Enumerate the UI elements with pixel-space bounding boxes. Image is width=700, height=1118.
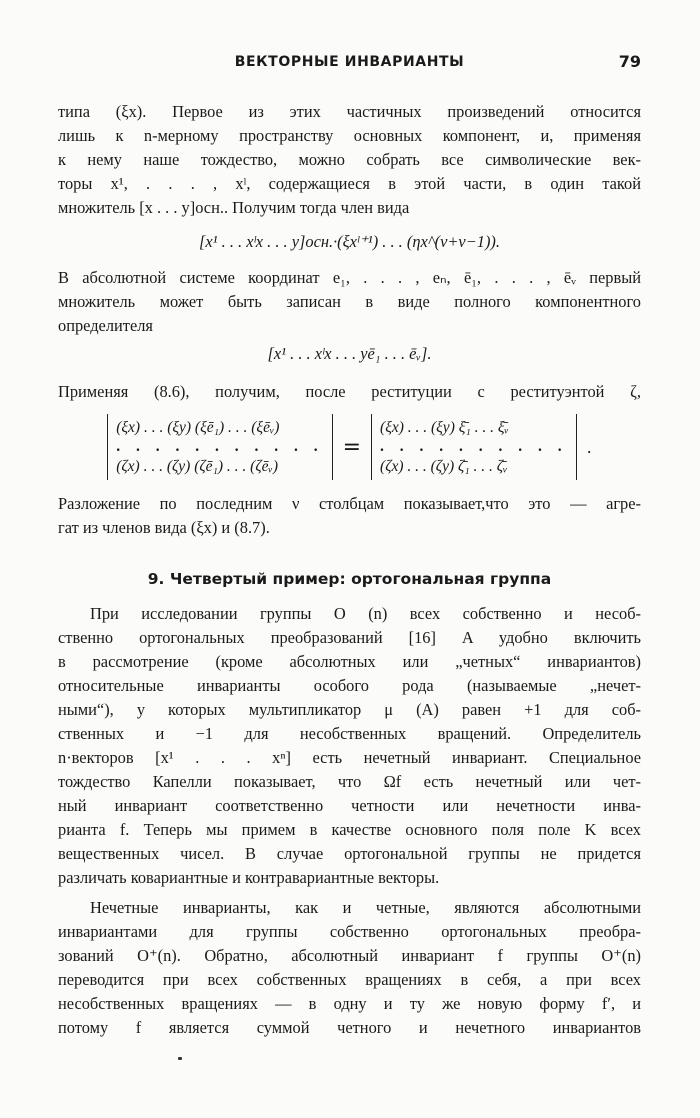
text-line: ственных и −1 для несобственных вращений. Определитель xyxy=(58,724,641,743)
det-left-row-1: (ξx) . . . (ξy) (ξē₁) . . . (ξēᵥ) xyxy=(116,419,280,436)
text-line: к нему наше тождество, можно собрать все символические век- xyxy=(58,150,641,169)
paragraph-1 xyxy=(58,100,641,220)
page-body xyxy=(58,100,641,1040)
page-number: 79 xyxy=(618,52,641,71)
text-line: в рассмотрение (кроме абсолютных или „четных“ инвариантов) xyxy=(58,652,641,671)
text-line: зований O⁺(n). Обратно, абсолютный инвариант f группы O⁺(n) xyxy=(58,946,641,965)
text-line: типа (ξx). Первое из этих частичных произведений относится xyxy=(58,102,641,121)
text-line: определителя xyxy=(58,316,153,335)
text-line: лишь к n-мерному пространству основных компонент, и, применяя xyxy=(58,126,641,145)
text-line: Разложение по последним ν столбцам показывает,что это — агре- xyxy=(58,494,641,513)
text-line: вещественных чисел. В случае ортогональной группы не придется xyxy=(58,844,641,863)
paragraph-2 xyxy=(58,266,641,338)
text-line: Нечетные инварианты, как и четные, являются абсолютными xyxy=(90,898,641,917)
equals-sign: = xyxy=(342,434,362,460)
text-line: ственно ортогональных преобразований [16] A удобно включить xyxy=(58,628,641,647)
paragraph-3: Применяя (8.6), получим, после реституции с реституэнтой ζ, xyxy=(58,382,641,401)
text-line: различать ковариантные и контравариантные векторы. xyxy=(58,868,440,887)
formula-2: [x¹ . . . xˡx . . . yē₁ . . . ēᵥ]. xyxy=(267,344,432,363)
text-line: инвариантами для группы собственно ортогональных преобра- xyxy=(58,922,641,941)
text-line: несобственных вращениях — в одну и ту же новую форму f′, и xyxy=(58,994,641,1013)
text-line: рианта f. Теперь мы примем в качестве основного поля поле K всех xyxy=(58,820,641,839)
determinant-equation xyxy=(58,414,641,480)
text-line: При исследовании группы O (n) всех собственно и несоб- xyxy=(90,604,641,623)
det-right-row-1: (ξx) . . . (ξy) ξ̄₁ . . . ξ̄ᵥ xyxy=(380,419,509,436)
det-left-row-3: (ζx) . . . (ζy) (ζē₁) . . . (ζēᵥ) xyxy=(116,458,278,475)
text-line: гат из членов вида (ξx) и (8.7). xyxy=(58,518,270,537)
formula-1: [x¹ . . . xˡx . . . y]осн.·(ξxˡ⁺¹) . . . (ηx^(ν+ν−1)). xyxy=(199,232,500,251)
text-line: множитель может быть записан в виде полного компонентного xyxy=(58,292,641,311)
text-line: переводится при всех собственных вращениях в себя, а при всех xyxy=(58,970,641,989)
det-right-row-2: . . . . . . . . . . xyxy=(380,438,568,455)
paragraph-4 xyxy=(58,492,641,540)
det-left-row-2: . . . . . . . . . . . xyxy=(116,438,324,455)
text-line: ный инвариант соответственно четности или нечетности инва- xyxy=(58,796,641,815)
paragraph-6 xyxy=(58,896,641,1040)
text-line: В абсолютной системе координат e₁, . . . , eₙ, ē₁, . . . , ēᵥ первый xyxy=(58,268,641,287)
det-end-period: . xyxy=(586,437,592,457)
running-title: ВЕКТОРНЫЕ ИНВАРИАНТЫ xyxy=(234,54,465,70)
text-line: потому f является суммой четного и нечетного инвариантов xyxy=(58,1018,641,1037)
determinant-left xyxy=(107,414,332,480)
text-line: ными“), у которых мультипликатор μ (A) равен +1 для соб- xyxy=(58,700,641,719)
text-line: торы x¹, . . . , xˡ, содержащиеся в этой части, в один такой xyxy=(58,174,641,193)
determinant-right xyxy=(371,414,577,480)
text-line: тождество Капелли показывает, что Ωf есть нечетный или чет- xyxy=(58,772,641,791)
text-line: множитель [x . . . y]осн.. Получим тогда член вида xyxy=(58,198,410,217)
text-line: относительные инварианты особого рода (называемые „нечет- xyxy=(58,676,641,695)
print-speck xyxy=(178,1057,182,1060)
text-line: n·векторов [x¹ . . . xⁿ] есть нечетный инвариант. Специальное xyxy=(58,748,641,767)
page-header xyxy=(58,52,641,80)
det-right-row-3: (ζx) . . . (ζy) ζ̄₁ . . . ζ̄ᵥ xyxy=(380,458,508,475)
paragraph-5 xyxy=(58,602,641,890)
section-heading: 9. Четвертый пример: ортогональная группа xyxy=(147,570,552,588)
